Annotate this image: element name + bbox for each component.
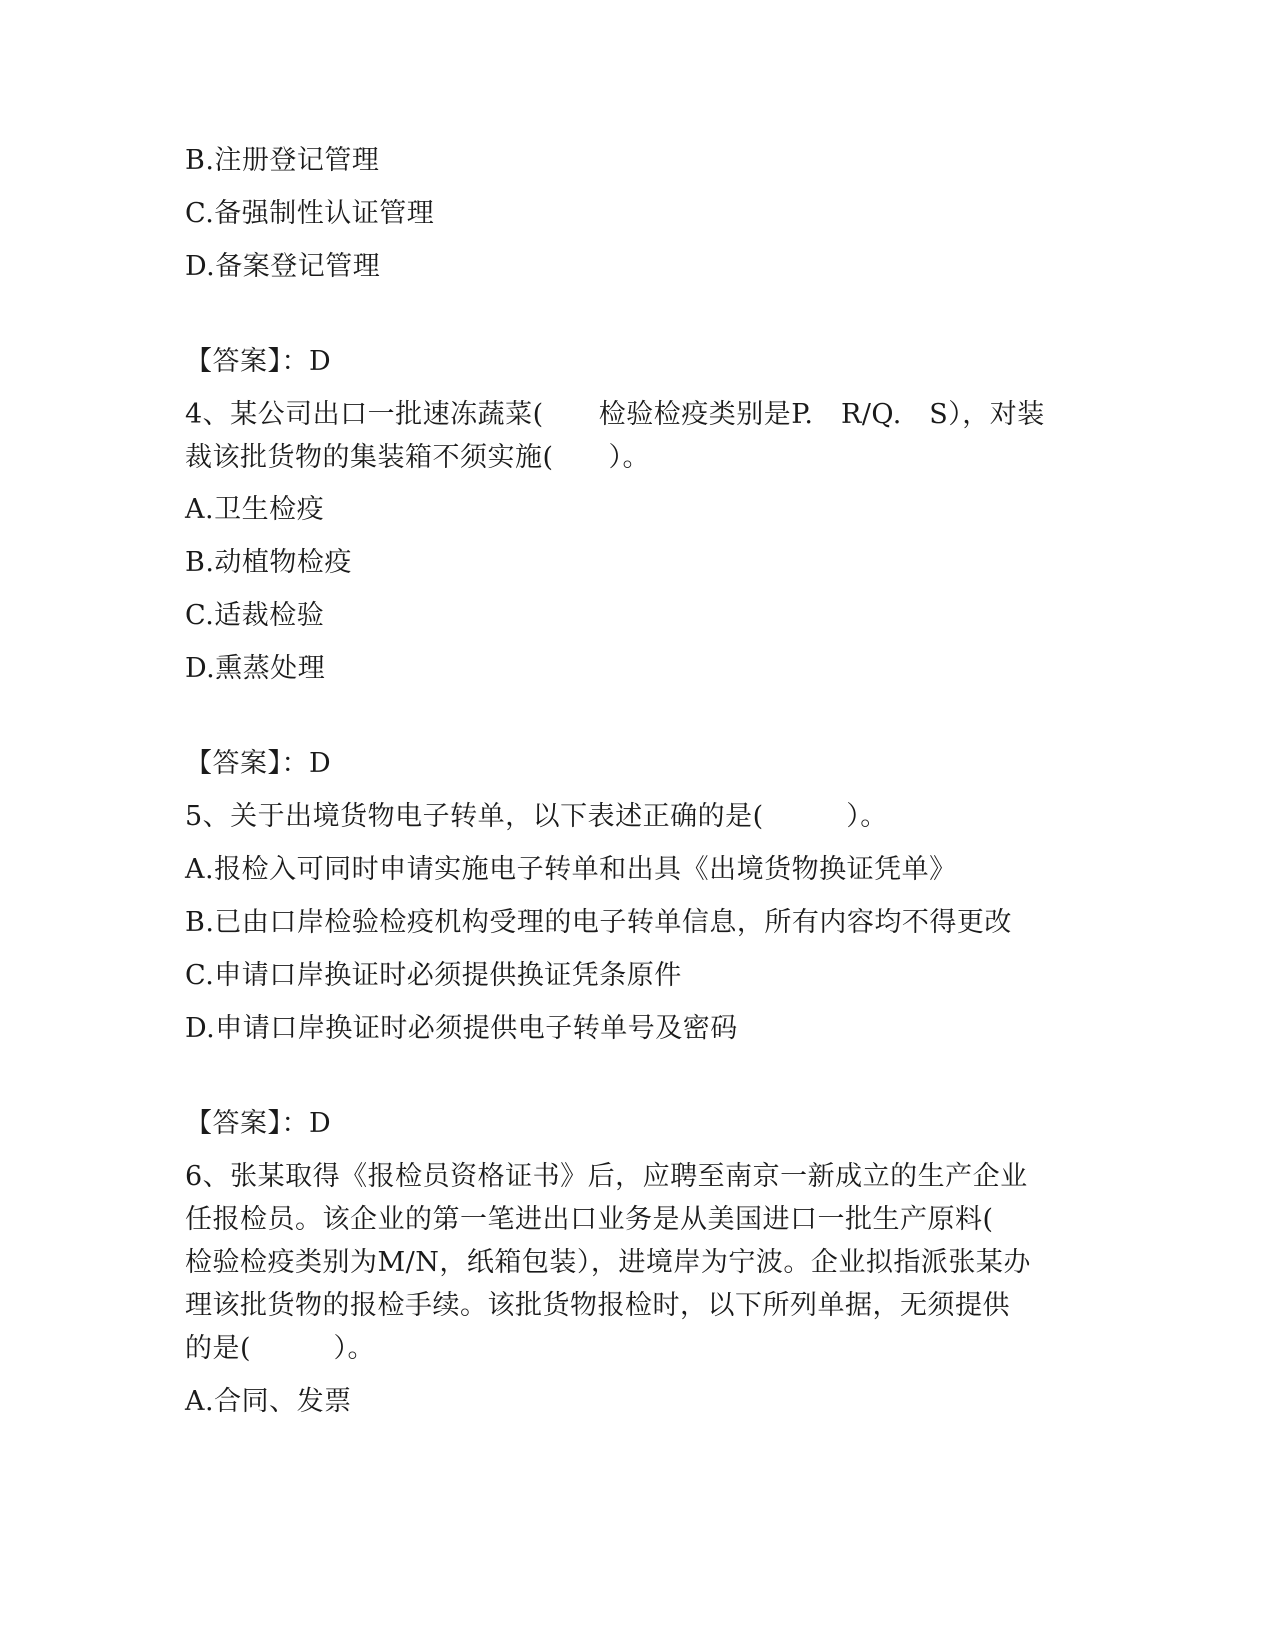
q3-answer: 【答案】：D bbox=[185, 346, 332, 377]
q6-stem-line-4: 理该批货物的报检手续。该批货物报检时，以下所列单据，无须提供 bbox=[185, 1290, 1010, 1321]
q3-option-d: D.备案登记管理 bbox=[185, 251, 381, 282]
q4-stem-line-2: 裁该批货物的集装箱不须实施( ）。 bbox=[185, 442, 651, 473]
q4-option-b: B.动植物检疫 bbox=[185, 547, 352, 578]
q6-stem-line-5: 的是( ）。 bbox=[185, 1333, 376, 1364]
q5-stem-line-1: 5、关于出境货物电子转单，以下表述正确的是( ）。 bbox=[185, 801, 888, 832]
q6-stem-line-1: 6、张某取得《报检员资格证书》后，应聘至南京一新成立的生产企业 bbox=[185, 1161, 1028, 1192]
q3-option-c: C.备强制性认证管理 bbox=[185, 198, 435, 229]
q4-option-c: C.适裁检验 bbox=[185, 600, 325, 631]
q5-option-c: C.申请口岸换证时必须提供换证凭条原件 bbox=[185, 960, 682, 991]
q3-option-b: B.注册登记管理 bbox=[185, 145, 380, 176]
q4-option-a: A.卫生检疫 bbox=[185, 494, 325, 525]
q5-option-d: D.申请口岸换证时必须提供电子转单号及密码 bbox=[185, 1013, 738, 1044]
q4-stem-line-1: 4、某公司出口一批速冻蔬菜( 检验检疫类别是P. R/Q. S），对装 bbox=[185, 399, 1045, 430]
q5-option-a: A.报检入可同时申请实施电子转单和出具《出境货物换证凭单》 bbox=[185, 854, 957, 885]
q6-stem-line-3: 检验检疫类别为M/N，纸箱包装），进境岸为宁波。企业拟指派张某办 bbox=[185, 1247, 1031, 1278]
q5-answer: 【答案】：D bbox=[185, 1108, 332, 1139]
q4-answer: 【答案】：D bbox=[185, 748, 332, 779]
q4-option-d: D.熏蒸处理 bbox=[185, 653, 326, 684]
q6-stem-line-2: 任报检员。该企业的第一笔进出口业务是从美国进口一批生产原料( bbox=[185, 1204, 994, 1235]
q6-option-a: A.合同、发票 bbox=[185, 1386, 352, 1417]
q5-option-b: B.已由口岸检验检疫机构受理的电子转单信息，所有内容均不得更改 bbox=[185, 907, 1012, 938]
